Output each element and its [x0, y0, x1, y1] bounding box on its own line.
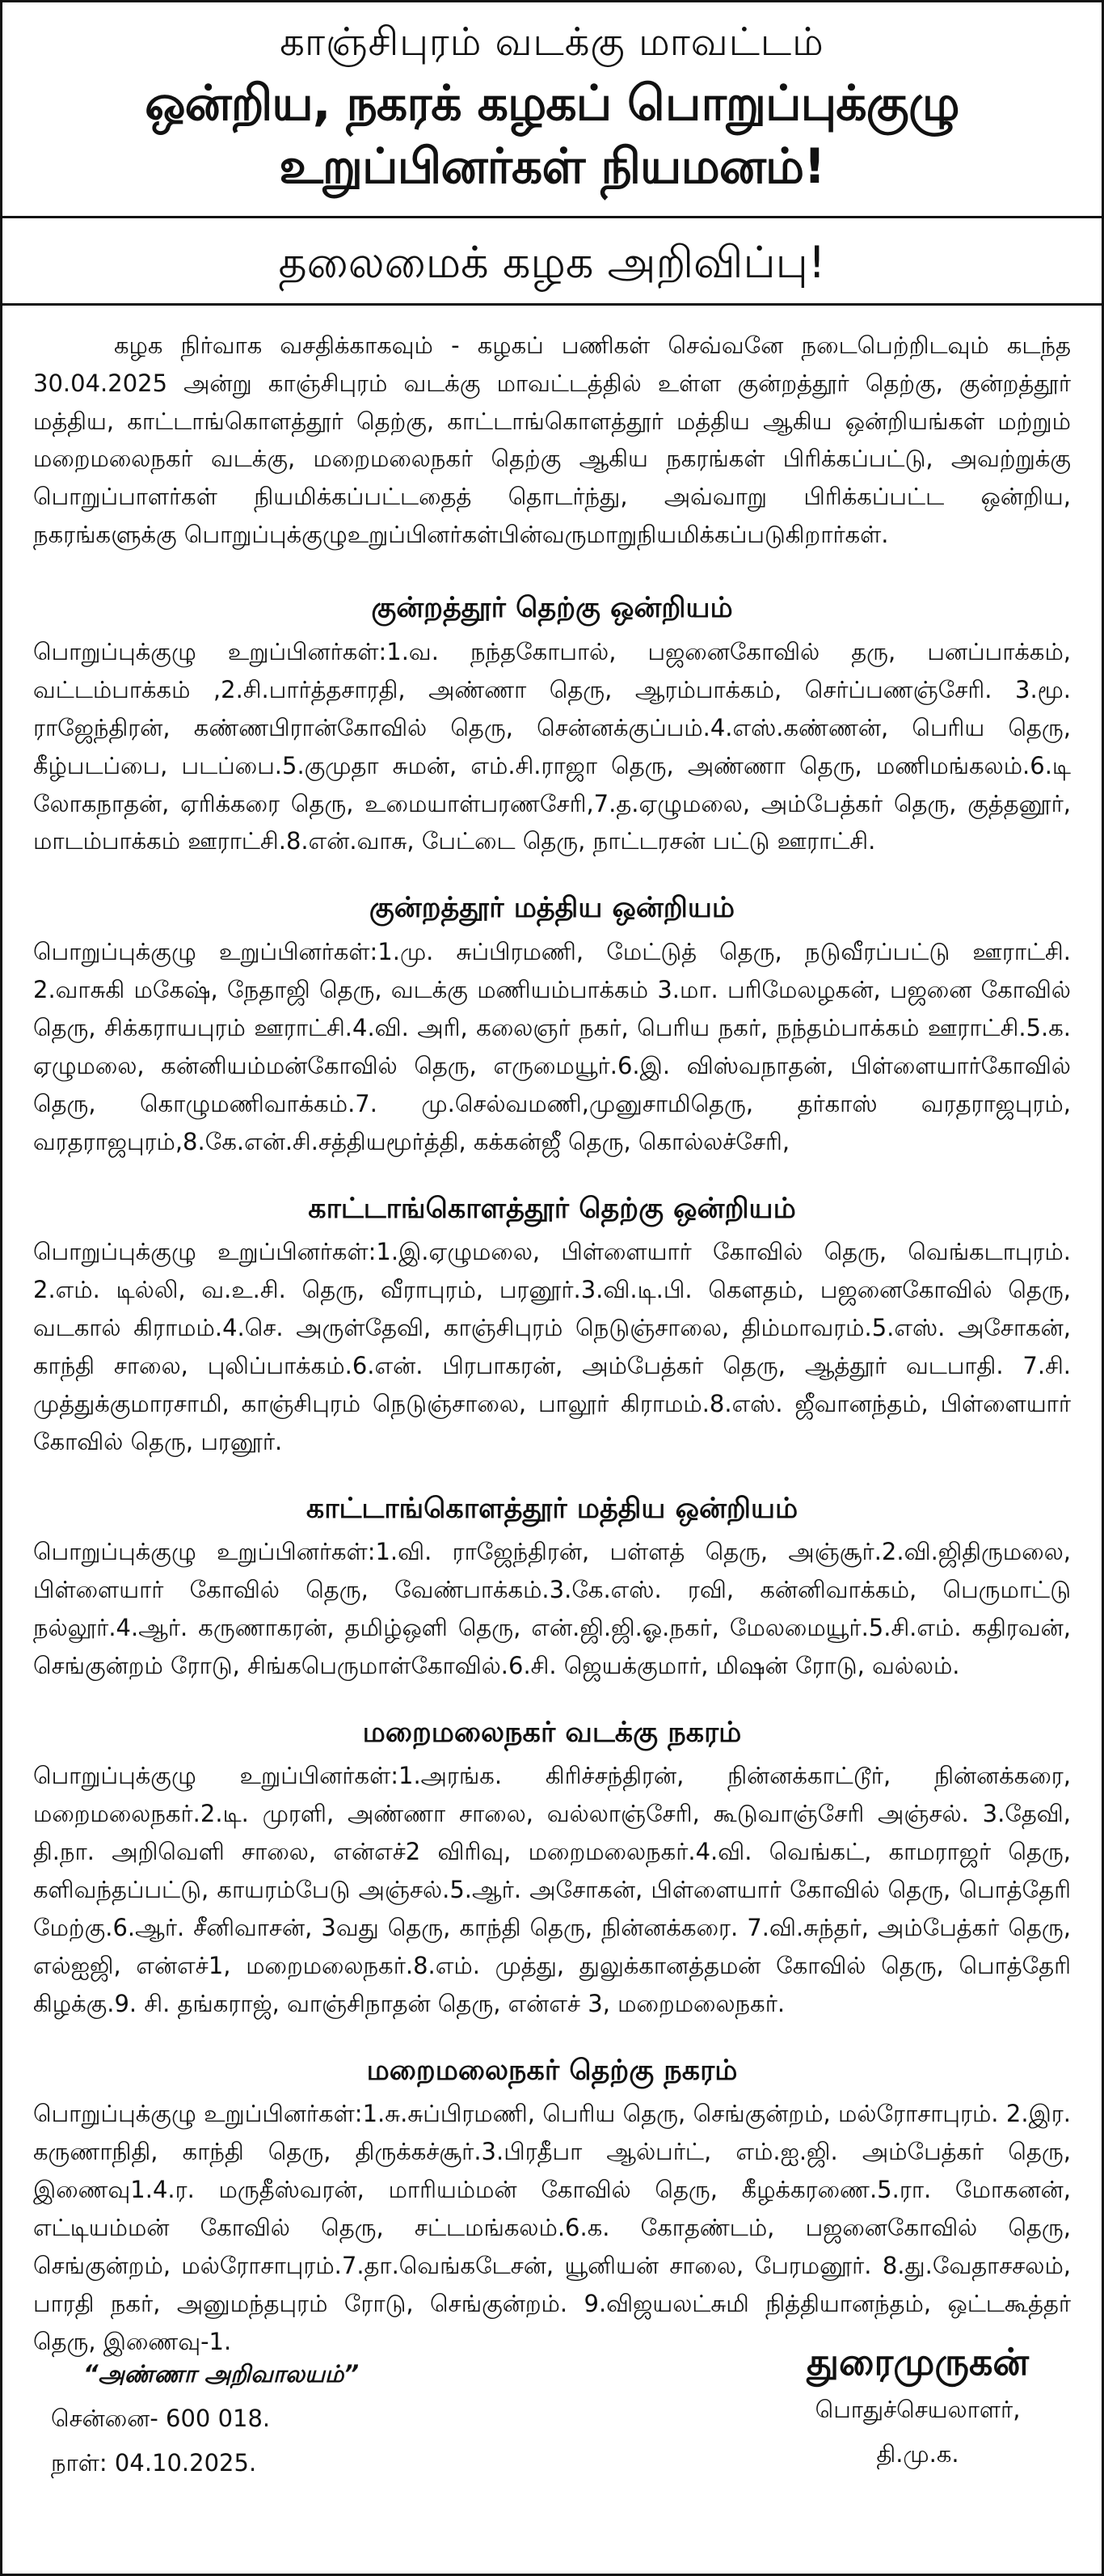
section-body: பொறுப்புக்குழு உறுப்பினர்கள்:1.மு. சுப்பிரமணி, மேட்டுத் தெரு, நடுவீரப்பட்டு ஊராட்சி. 2.வாசுகி மகேஷ், நேதாஜி தெரு, வடக்கு மணியம்பாக்கம் 3.மா. பரிமேலழகன், பஜனை கோவில் தெரு, சிக்கராயபுரம் ஊராட்சி.4.வி. அரி, கலைஞர் நகர், பெரிய நகர், நந்தம்பாக்கம் ஊராட்சி.5.க. ஏழுமலை, கன்னியம்மன்கோவில் தெரு, எருமையூர்.6.இ. விஸ்வநாதன், பிள்ளையார்கோவில் தெரு, கொழுமணிவாக்கம்.7. மு.செல்வமணி,முனுசாமிதெரு, தர்காஸ் வரதராஜபுரம், வரதராஜபுரம்,8.கே.என்.சி.சத்தியமூர்த்தி, கக்கன்ஜீ தெரு, கொல்லச்சேரி, [33, 937, 1071, 1155]
section-kundrathur-south [33, 589, 1071, 860]
section-title: காட்டாங்கொளத்தூர் மத்திய ஒன்றியம் [305, 1492, 799, 1525]
section-kattankolathur-central [33, 1490, 1071, 1685]
announcement-subhead: தலைமைக் கழக அறிவிப்பு! [2, 225, 1102, 305]
section-title: மறைமலைநகர் தெற்கு நகரம் [366, 2054, 738, 2087]
notice-headline: ஒன்றிய, நகரக் கழகப் பொறுப்புக்குழு உறுப்பினர்கள் நியமனம்! [145, 75, 959, 196]
notice-footer [2, 2331, 1102, 2574]
intro-paragraph: கழக நிர்வாக வசதிக்காகவும் - கழகப் பணிகள் செவ்வனே நடைபெற்றிடவும் கடந்த 30.04.2025 அன்று காஞ்சிபுரம் வடக்கு மாவட்டத்தில் உள்ள குன்றத்தூர் தெற்கு, குன்றத்தூர் மத்திய, காட்டாங்கொளத்தூர் தெற்கு, காட்டாங்கொளத்தூர் மத்திய ஆகிய ஒன்றியங்கள் மற்றும் மறைமலைநகர் வடக்கு, மறைமலைநகர் தெற்கு ஆகிய நகரங்கள் பிரிக்கப்பட்டு, அவற்றுக்கு பொறுப்பாளர்கள் நியமிக்கப்பட்டதைத் தொடர்ந்து, அவ்வாறு பிரிக்கப்பட்ட ஒன்றிய, நகரங்களுக்கு பொறுப்புக்குழுஉறுப்பினர்கள்பின்வருமாறுநியமிக்கப்படுகிறார்கள். [33, 331, 1071, 549]
section-title: குன்றத்தூர் தெற்கு ஒன்றியம் [371, 592, 733, 625]
issuing-office [51, 2352, 359, 2485]
signature-block [807, 2336, 1029, 2477]
section-kattankolathur-south [33, 1190, 1071, 1461]
section-maraimalai-nagar-south [33, 2052, 1071, 2361]
office-name: “அண்ணா அறிவாலயம்” [83, 2360, 359, 2388]
section-kundrathur-central [33, 889, 1071, 1160]
section-body: பொறுப்புக்குழு உறுப்பினர்கள்:1.இ.ஏழுமலை, பிள்ளையார் கோவில் தெரு, வெங்கடாபுரம். 2.எம். டில்லி, வ.உ.சி. தெரு, வீராபுரம், பரனூர்.3.வி.டி.பி. கௌதம், பஜனைகோவில் தெரு, வடகால் கிராமம்.4.செ. அருள்தேவி, காஞ்சிபுரம் நெடுஞ்சாலை, திம்மாவரம்.5.எஸ். அசோகன், காந்தி சாலை, புலிப்பாக்கம்.6.என். பிரபாகரன், அம்பேத்கர் தெரு, ஆத்தூர் வடபாதி. 7.சி. முத்துக்குமாரசாமி, காஞ்சிபுரம் நெடுஞ்சாலை, பாலூர் கிராமம்.8.எஸ். ஜீவானந்தம், பிள்ளையார் கோவில் தெரு, பரனூர். [33, 1237, 1071, 1455]
office-city: சென்னை- 600 018. [51, 2405, 271, 2433]
district-title: காஞ்சிபுரம் வடக்கு மாவட்டம் [280, 19, 824, 65]
section-body: பொறுப்புக்குழு உறுப்பினர்கள்:1.அரங்க. கிரிச்சந்திரன், நின்னக்காட்டூர், நின்னக்கரை, மறைமலைநகர்.2.டி. முரளி, அண்ணா சாலை, வல்லாஞ்சேரி, கூடுவாஞ்சேரி அஞ்சல். 3.தேவி, தி.நா. அறிவெளி சாலை, என்எச்2 விரிவு, மறைமலைநகர்.4.வி. வெங்கட், காமராஜர் தெரு, களிவந்தப்பட்டு, காயரம்பேடு அஞ்சல்.5.ஆர். அசோகன், பிள்ளையார் கோவில் தெரு, பொத்தேரி மேற்கு.6.ஆர். சீனிவாசன், 3வது தெரு, காந்தி தெரு, நின்னக்கரை. 7.வி.சுந்தர், அம்பேத்கர் தெரு, எல்ஐஜி, என்எச்1, மறைமலைநகர்.8.எம். முத்து, துலுக்கானத்தமன் கோவில் தெரு, பொத்தேரி கிழக்கு.9. சி. தங்கராஜ், வாஞ்சிநாதன் தெரு, என்எச் 3, மறைமலைநகர். [33, 1761, 1071, 2017]
notice-date: நாள்: 04.10.2025. [51, 2449, 257, 2477]
section-body: பொறுப்புக்குழு உறுப்பினர்கள்:1.வ. நந்தகோபால், பஜனைகோவில் தரு, பனப்பாக்கம், வட்டம்பாக்கம் ,2.சி.பார்த்தசாரதி, அண்ணா தெரு, ஆரம்பாக்கம், செர்ப்பணஞ்சேரி. 3.மூ. ராஜேந்திரன், கண்ணபிரான்கோவில் தெரு, சென்னக்குப்பம்.4.எஸ்.கண்ணன், பெரிய தெரு, கீழ்படப்பை, படப்பை.5.குமுதா சுமன், எம்.சி.ராஜா தெரு, அண்ணா தெரு, மணிமங்கலம்.6.டி லோகநாதன், ஏரிக்கரை தெரு, உமையாள்பரணசேரி,7.த.ஏழுமலை, அம்பேத்கர் தெரு, குத்தனூர், மாடம்பாக்கம் ஊராட்சி.8.என்.வாசு, பேட்டை தெரு, நாட்டரசன் பட்டு ஊராட்சி. [33, 637, 1071, 855]
signatory-designation: பொதுச்செயலாளர், [815, 2396, 1021, 2424]
section-title: காட்டாங்கொளத்தூர் தெற்கு ஒன்றியம் [308, 1192, 796, 1225]
section-maraimalai-nagar-north [33, 1714, 1071, 2023]
section-body: பொறுப்புக்குழு உறுப்பினர்கள்:1.வி. ராஜேந்திரன், பள்ளத் தெரு, அஞ்சூர்.2.வி.ஜிதிருமலை, பிள்ளையார் கோவில் தெரு, வேண்பாக்கம்.3.கே.எஸ். ரவி, கன்னிவாக்கம், பெருமாட்டு நல்லூர்.4.ஆர். கருணாகரன், தமிழ்ஒளி தெரு, என்.ஜி.ஜி.ஓ.நகர், மேலமையூர்.5.சி.எம். கதிரவன், செங்குன்றம் ரோடு, சிங்கபெருமாள்கோவில்.6.சி. ஜெயக்குமார், மிஷன் ரோடு, வல்லம். [33, 1537, 1071, 1679]
section-title: குன்றத்தூர் மத்திய ஒன்றியம் [369, 892, 735, 925]
party-name: தி.மு.க. [876, 2440, 959, 2468]
section-title: மறைமலைநகர் வடக்கு நகரம் [362, 1716, 742, 1749]
section-body: பொறுப்புக்குழு உறுப்பினர்கள்:1.சு.சுப்பிரமணி, பெரிய தெரு, செங்குன்றம், மல்ரோசாபுரம். 2.இர. கருணாநிதி, காந்தி தெரு, திருக்கச்சூர்.3.பிரதீபா ஆல்பர்ட், எம்.ஐ.ஜி. அம்பேத்கர் தெரு, இணைவு1.4.ர. மருதீஸ்வரன், மாரியம்மன் கோவில் தெரு, கீழக்கரணை.5.ரா. மோகனன், எட்டியம்மன் கோவில் தெரு, சட்டமங்கலம்.6.க. கோதண்டம், பஜனைகோவில் தெரு, செங்குன்றம், மல்ரோசாபுரம்.7.தா.வெங்கடேசன், யூனியன் சாலை, பேரமனூர். 8.து.வேதாசசலம், பாரதி நகர், அனுமந்தபுரம் ரோடு, செங்குன்றம். 9.விஜயலட்சுமி நித்தியானந்தம், ஒட்டகூத்தர் தெரு, இணைவு-1. [33, 2099, 1071, 2355]
notice-content [2, 306, 1102, 2361]
notice-header [2, 2, 1102, 218]
signatory-name: துரைமுருகன் [807, 2340, 1029, 2384]
